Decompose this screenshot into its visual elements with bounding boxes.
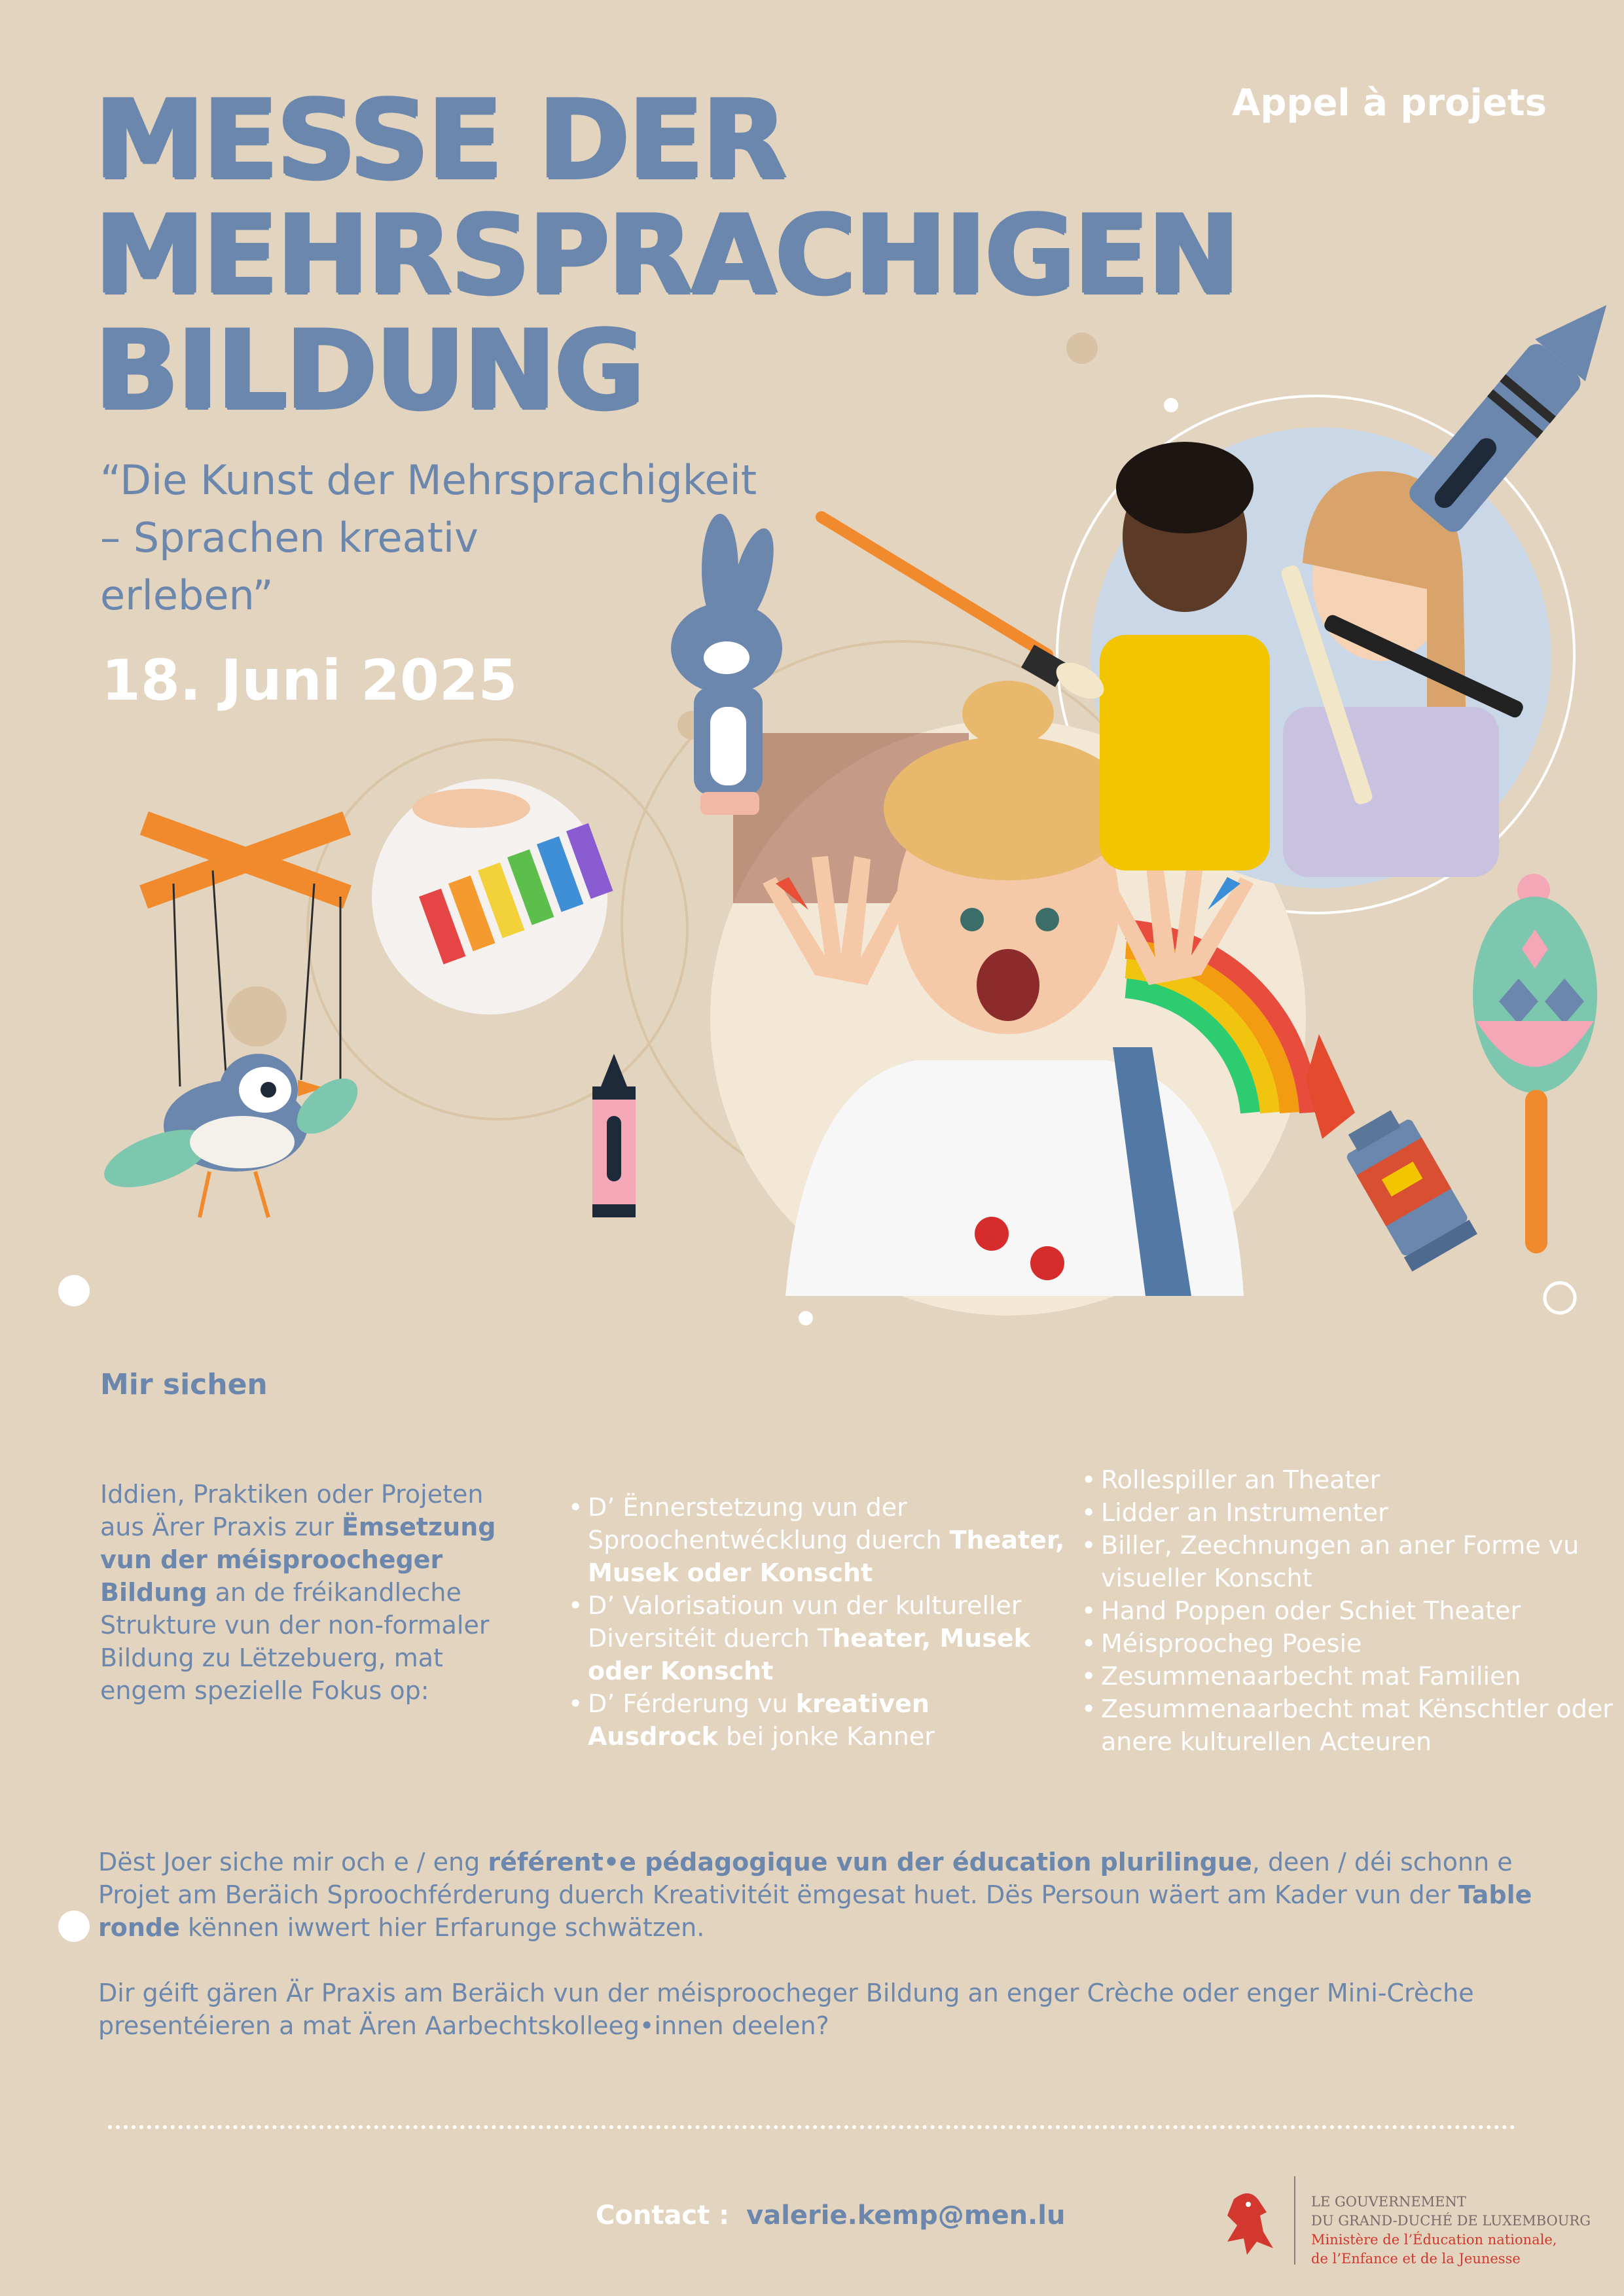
- crayon-icon: [1405, 284, 1624, 537]
- section-heading: Mir sichen: [100, 1368, 268, 1401]
- contact-label: Contact :: [596, 2200, 730, 2231]
- paint-tube-icon: [1337, 1103, 1477, 1272]
- list-item: • D’ Férderung vu kreativen Ausdrock bei jonke Kanner: [568, 1687, 1066, 1753]
- intro-text-part: Iddien, Praktiken oder Projeten aus Ärer Praxis zur: [100, 1480, 484, 1541]
- dot-decor: [58, 1910, 90, 1942]
- quote-line-3: erleben”: [100, 571, 274, 619]
- quote-line-1: “Die Kunst der Mehrsprachigkeit: [100, 456, 757, 504]
- dot-decor: [58, 1275, 90, 1306]
- list-item: • Hand Poppen oder Schiet Theater: [1081, 1594, 1618, 1627]
- gov-line-4: de l’Enfance et de la Jeunesse: [1311, 2251, 1521, 2267]
- lion-crest-icon: [1221, 2186, 1280, 2258]
- contact-email-link[interactable]: valerie.kemp@men.lu: [746, 2200, 1066, 2231]
- crayon-icon: [1306, 1034, 1355, 1139]
- government-logo-text: [1311, 2193, 1591, 2269]
- gov-line-3: Ministère de l’Éducation nationale,: [1311, 2232, 1557, 2248]
- list-item: • Zesummenaarbecht mat Familien: [1081, 1660, 1618, 1693]
- title-line-2: MEHRSPRACHIGEN: [95, 190, 1239, 319]
- list-item: • D’ Ënnerstetzung vun der Sproochentwécklung duerch Theater, Musek oder Konscht: [568, 1491, 1066, 1589]
- gov-line-2: DU GRAND-DUCHÉ DE LUXEMBOURG: [1311, 2213, 1591, 2229]
- focus-list: [568, 1491, 1066, 1753]
- dotted-divider: [108, 2125, 1515, 2129]
- list-item: • Méisproocheg Poesie: [1081, 1627, 1618, 1660]
- contact-line: [596, 2200, 1065, 2231]
- appel-label: Appel à projets: [1232, 82, 1547, 124]
- call-paragraph: Dir géift gären Är Praxis am Beräich vun der méisproocheger Bildung an enger Crèche oder enger Mini-Crèche presentéieren a mat Ären Aarbechtskolleeg•innen deelen?: [98, 1979, 1474, 2040]
- maracas-icon: [1473, 874, 1597, 1253]
- title-line-3: BILDUNG: [95, 306, 643, 434]
- crayon-icon: [592, 1054, 636, 1217]
- quote-line-2: – Sprachen kreativ: [100, 514, 478, 562]
- gov-line-1: LE GOUVERNEMENT: [1311, 2194, 1466, 2210]
- dot-decor: [226, 986, 287, 1047]
- list-item: • Biller, Zeechnungen an aner Forme vu visueller Konscht: [1081, 1529, 1618, 1594]
- intro-text: [100, 1478, 519, 1707]
- dot-decor: [1545, 1283, 1575, 1313]
- title-line-1: MESSE DER: [95, 75, 786, 204]
- referent-paragraph: Dëst Joer siche mir och e / eng référent•e pédagogique vun der éducation plurilingue, deen / déi schonn e Projet am Beräich Sproochférderung duerch Kreativitéit ëmgesat huet. Dës Persoun wäert am Kader vun der Table ronde kënnen iwwert hier Erfarunge schwätzen.: [98, 1848, 1532, 1942]
- list-item: • D’ Valorisatioun vun der kultureller Diversitéit duerch Theater, Musek oder Konscht: [568, 1589, 1066, 1687]
- list-item: • Zesummenaarbecht mat Kënschtler oder anere kulturellen Acteuren: [1081, 1693, 1618, 1758]
- event-date: 18. Juni 2025: [101, 648, 518, 713]
- page-title: [95, 75, 1239, 434]
- format-list: [1081, 1463, 1618, 1758]
- list-item: • Lidder an Instrumenter: [1081, 1496, 1618, 1529]
- list-item: • Rollespiller an Theater: [1081, 1463, 1618, 1496]
- motto-quote: [100, 452, 925, 624]
- photo-xylophone: [372, 779, 613, 1014]
- gov-divider: [1294, 2176, 1295, 2265]
- dot-decor: [799, 1311, 813, 1325]
- intro-text-bold: Ëmsetzung vun der méisproocheger Bildung: [100, 1513, 496, 1607]
- intro-text-part: an de fréikandleche Strukture vun der non-formaler Bildung zu Lëtzebuerg, mat engem spezielle Fokus op:: [100, 1578, 490, 1705]
